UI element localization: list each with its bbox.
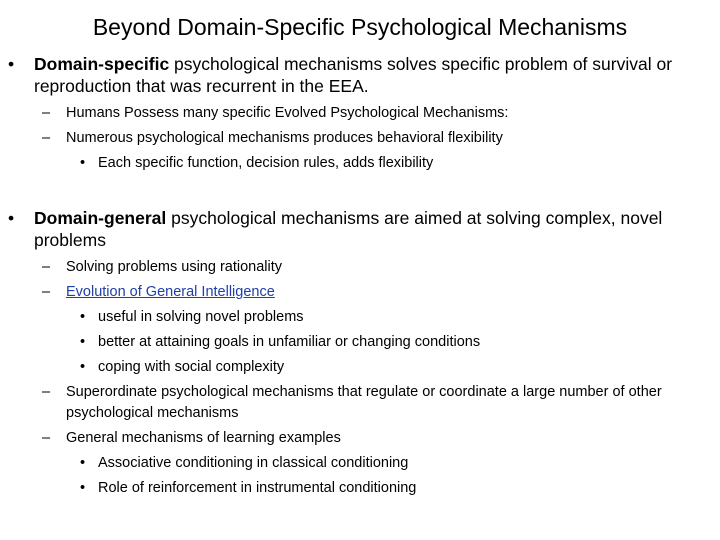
section2-bullet: • <box>8 208 15 228</box>
section1-bullet: • <box>8 54 15 74</box>
section2-item-4-text: General mechanisms of learning examples <box>66 430 341 446</box>
section2-item-4-sub-1 <box>80 453 700 474</box>
slide-title: Beyond Domain-Specific Psychological Mechanisms <box>92 14 628 40</box>
dash: – <box>42 130 51 146</box>
bullet: • <box>80 334 86 350</box>
general-intelligence-link[interactable]: Evolution of General Intelligence <box>66 284 275 300</box>
section2-bold-term: Domain-general <box>34 208 167 228</box>
sub-text: Associative conditioning in classical conditioning <box>98 455 409 471</box>
section2-item-1 <box>42 257 702 278</box>
section2-text <box>34 207 708 251</box>
section2-bullet-row <box>8 207 708 251</box>
section2-item-2-sub-1 <box>80 307 700 328</box>
section2-item-4 <box>42 428 702 449</box>
section1-subitem-1-text: Each specific function, decision rules, adds flexibility <box>98 155 434 171</box>
bullet: • <box>80 480 86 496</box>
section2-item-1-text: Solving problems using rationality <box>66 259 282 275</box>
section2-item-3-text: Superordinate psychological mechanisms that regulate or coordinate a large number of other psychological mechanisms <box>66 384 662 421</box>
section1-item-2 <box>42 128 702 149</box>
dash: – <box>42 430 51 446</box>
section1-item-1-text: Humans Possess many specific Evolved Psychological Mechanisms: <box>66 105 509 121</box>
section2-item-4-sub-2 <box>80 478 700 499</box>
dash: – <box>42 259 51 275</box>
sub-text: useful in solving novel problems <box>98 309 304 325</box>
section1-item-2-text: Numerous psychological mechanisms produces behavioral flexibility <box>66 130 503 146</box>
dash: – <box>42 384 51 400</box>
section1-bullet-row <box>8 53 708 97</box>
section2-item-2-sub-3 <box>80 357 700 378</box>
section1-rest: psychological mechanisms solves specific problem of survival or reproduction that was recurrent in the EEA. <box>34 54 673 96</box>
section2-item-2-sub-2 <box>80 332 700 353</box>
dash: – <box>42 284 51 300</box>
sub-text: better at attaining goals in unfamiliar or changing conditions <box>98 334 481 350</box>
section2-rest: psychological mechanisms are aimed at solving complex, novel problems <box>34 208 663 250</box>
section2-item-3 <box>42 382 682 424</box>
bullet: • <box>80 155 86 171</box>
bullet: • <box>80 359 86 375</box>
dash: – <box>42 105 51 121</box>
section1-item-1 <box>42 103 702 124</box>
bullet: • <box>80 455 86 471</box>
sub-text: coping with social complexity <box>98 359 285 375</box>
section1-bold-term: Domain-specific <box>34 54 170 74</box>
bullet: • <box>80 309 86 325</box>
section2-item-2 <box>42 282 702 303</box>
sub-text: Role of reinforcement in instrumental conditioning <box>98 480 417 496</box>
section1-subitem-1 <box>80 153 700 174</box>
section1-text <box>34 53 708 97</box>
